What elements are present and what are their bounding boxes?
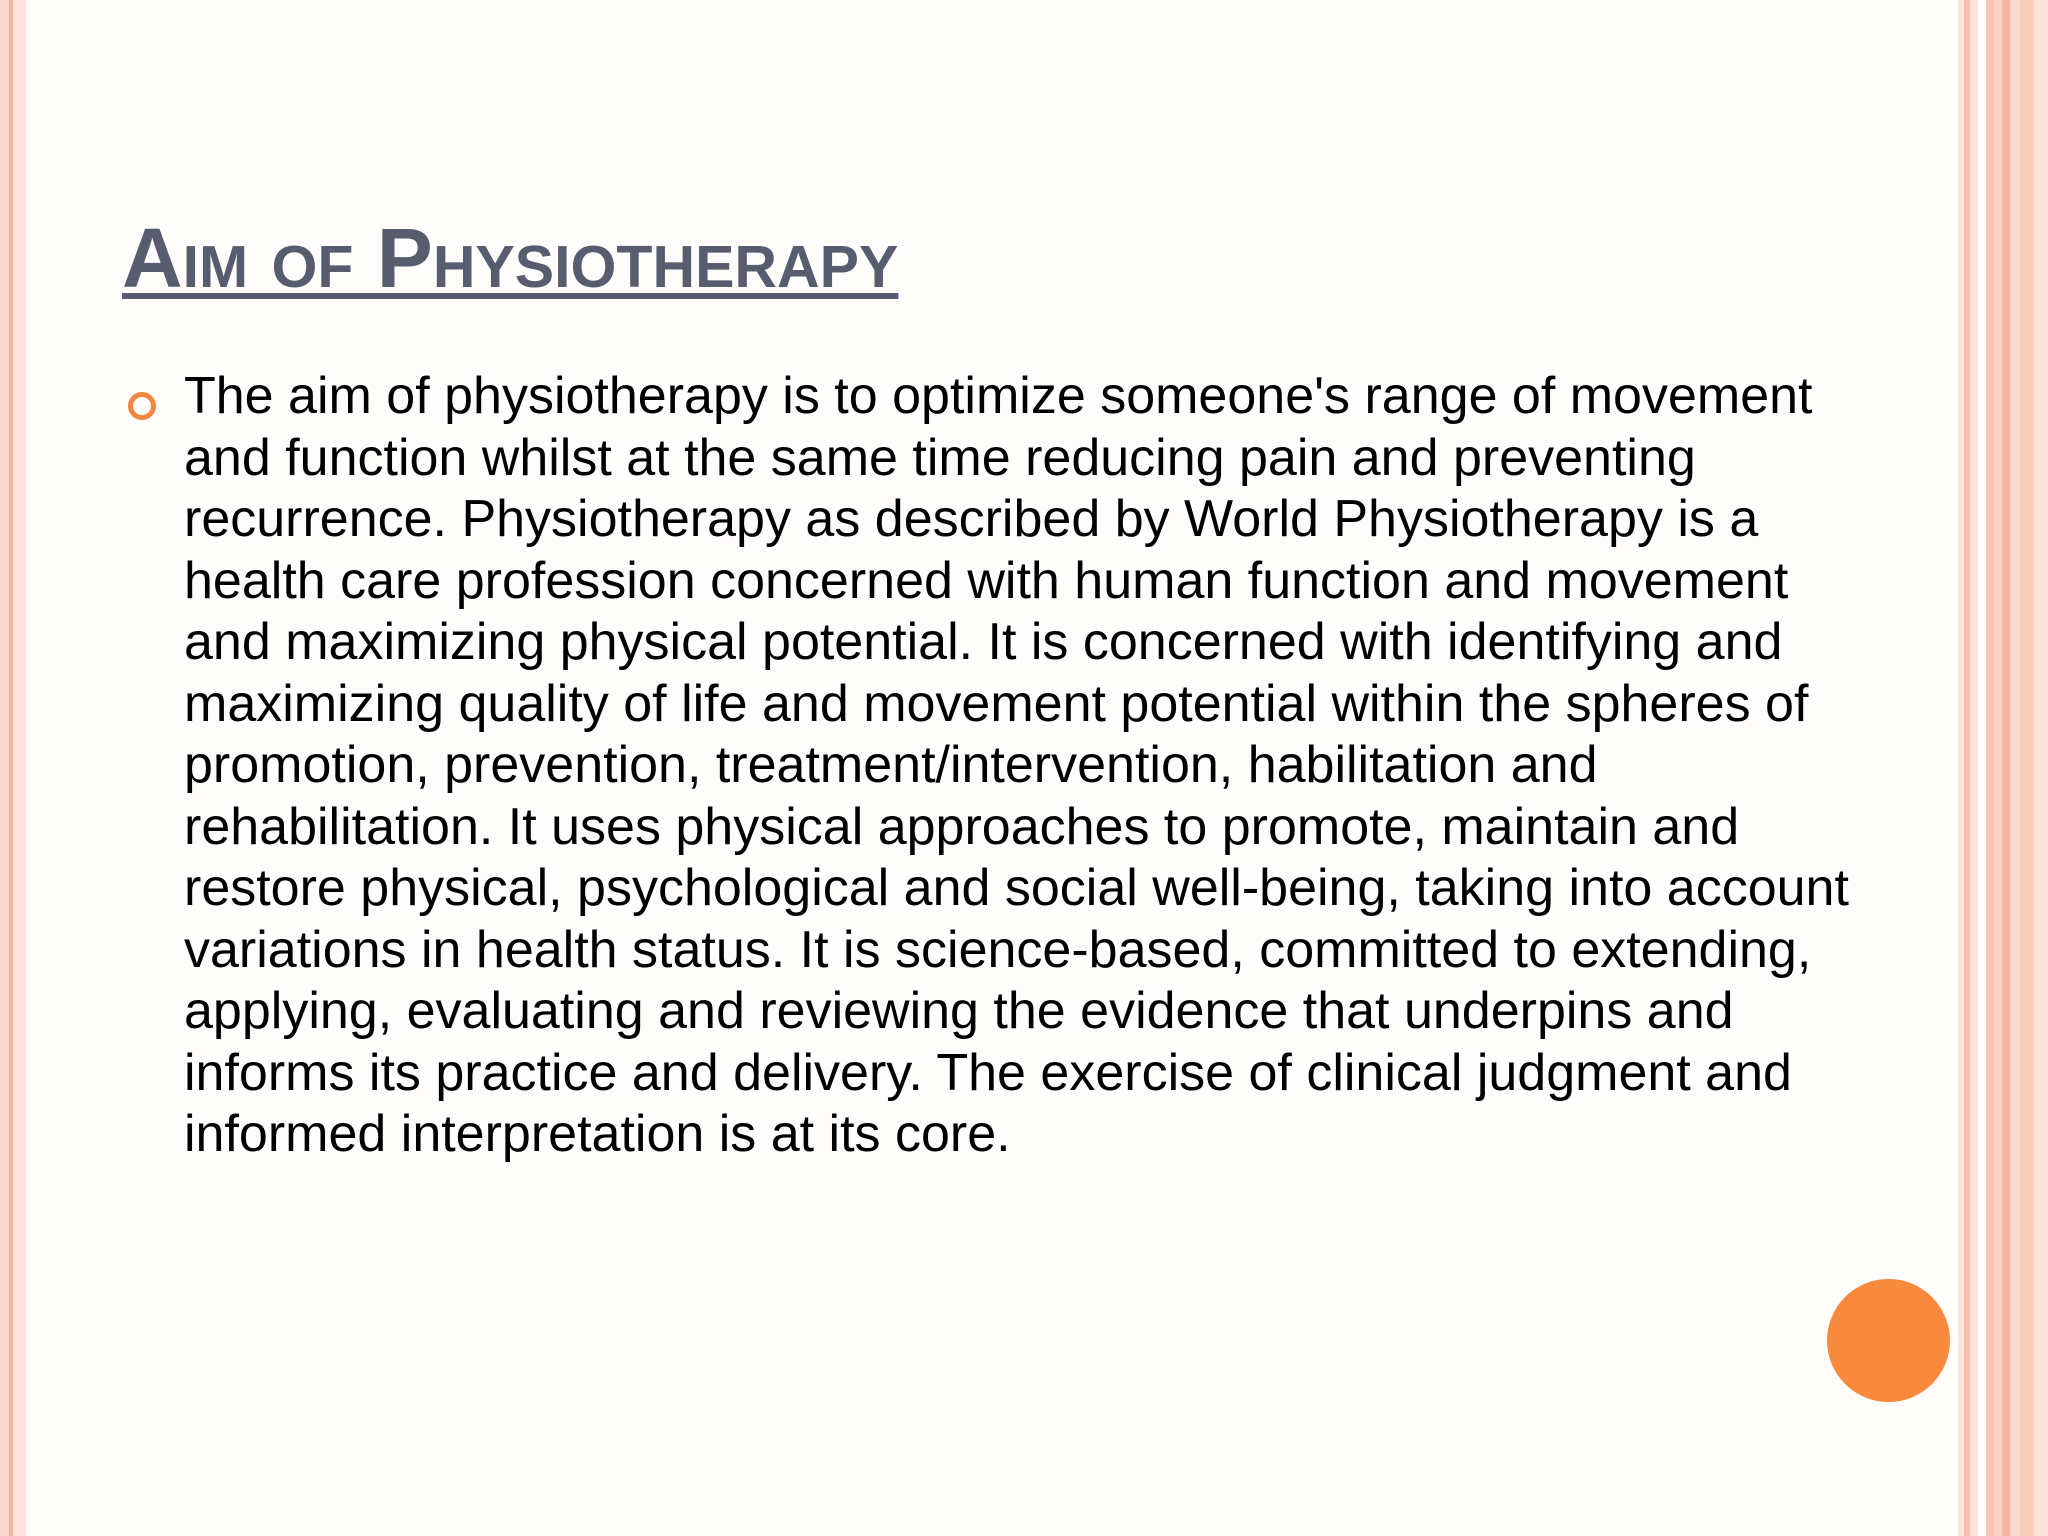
- bullet-text: The aim of physiotherapy is to optimize someone's range of movement and function whilst at the same time reducing pain and preventing recurrence. Physiotherapy as described by World Physiotherapy is a health care profession concerned with human function and movement and maximizing physical potential. It is concerned with identifying and maximizing quality of life and movement potential within the spheres of promotion, prevention, treatment/intervention, habilitation and rehabilitation. It uses physical approaches to promote, maintain and restore physical, psychological and social well-being, taking into account variations in health status. It is science-based, committed to extending, applying, evaluating and reviewing the evidence that underpins and informs its practice and delivery. The exercise of clinical judgment and informed interpretation is at its core.: [184, 367, 1849, 1163]
- left-decorative-stripe: [0, 0, 26, 1536]
- orange-circle-decoration: [1827, 1279, 1950, 1402]
- slide-title: Aim of Physiotherapy: [122, 211, 899, 305]
- hollow-circle-bullet-icon: [128, 392, 156, 420]
- right-decorative-stripes: [1958, 0, 2048, 1536]
- bullet-item: [122, 366, 1849, 1166]
- slide-body: [122, 366, 1849, 1166]
